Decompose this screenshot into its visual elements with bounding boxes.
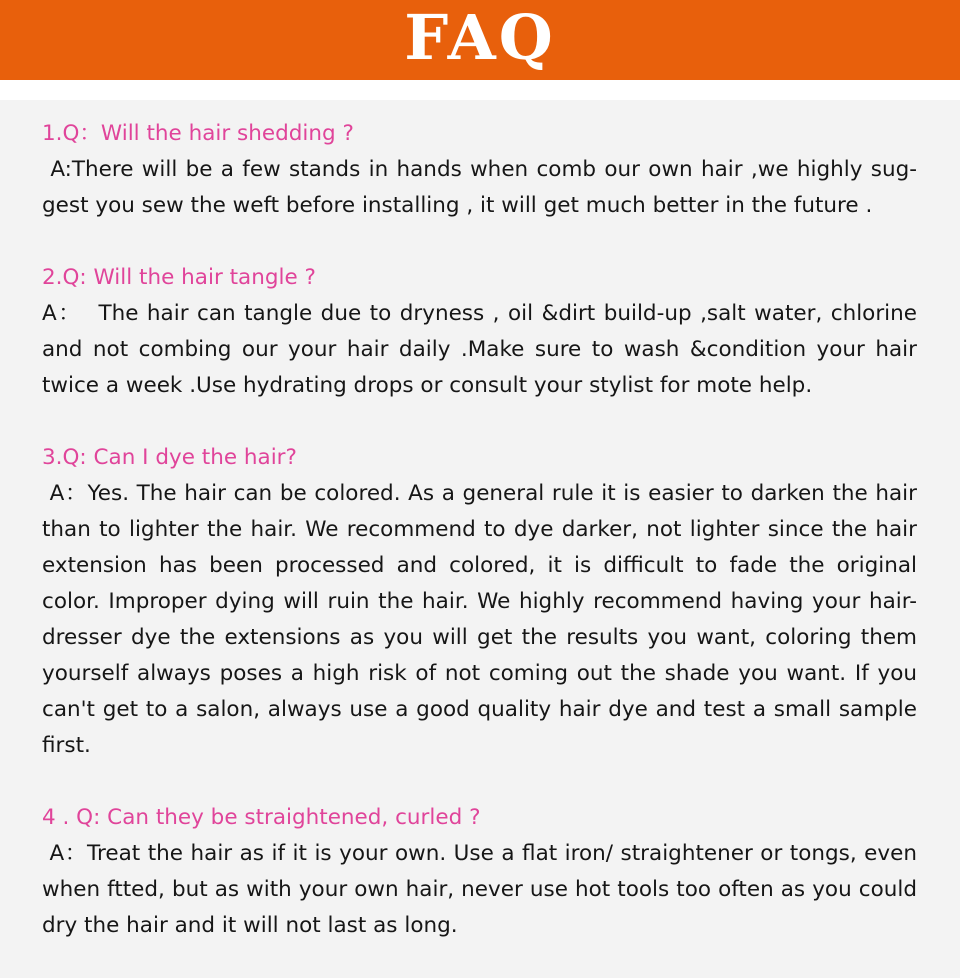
faq-answer-3: A：Yes. The hair can be colored. As a general rule it is easier to darken the hair than to lighter the hair. We recommend to dye darker, not lighter since the hair extension has been processed and colored, it is difficult to fade the original color. Improper dying will ruin the hair. We highly recommend having your hair-dresser dye the extensions as you will get the results you want, coloring them yourself always poses a high risk of not coming out the shade you want. If you can't get to a salon, always use a good quality hair dye and test a small sample first. — [42, 481, 924, 758]
faq-item-1 — [42, 116, 917, 224]
faq-item-2 — [42, 260, 924, 404]
page-title: FAQ — [404, 1, 556, 74]
faq-answer-2: A： The hair can tangle due to dryness , oil &dirt build-up ,salt water, chlorine and not combing our your hair daily .Make sure to wash &condition your hair twice a week .Use hydrating drops or consult your stylist for mote help. — [42, 301, 924, 398]
faq-question-3: 3.Q: Can I dye the hair? — [42, 445, 297, 470]
faq-item-3 — [42, 440, 924, 764]
faq-answer-1: A:There will be a few stands in hands when comb our own hair ,we highly sug-gest you sew the weft before installing , it will get much better in the future . — [42, 157, 917, 218]
faq-question-2: 2.Q: Will the hair tangle ? — [42, 265, 316, 290]
faq-item-4 — [42, 800, 924, 944]
faq-question-1: 1.Q：Will the hair shedding ? — [42, 121, 354, 146]
faq-list — [42, 116, 924, 980]
faq-question-4: 4 . Q: Can they be straightened, curled ? — [42, 805, 481, 830]
faq-content — [0, 100, 960, 978]
faq-banner — [0, 0, 960, 80]
faq-answer-4: A：Treat the hair as if it is your own. Use a flat iron/ straightener or tongs, even when ftted, but as with your own hair, never use hot tools too often as you could dry the hair and it will not last as long. — [42, 841, 924, 938]
